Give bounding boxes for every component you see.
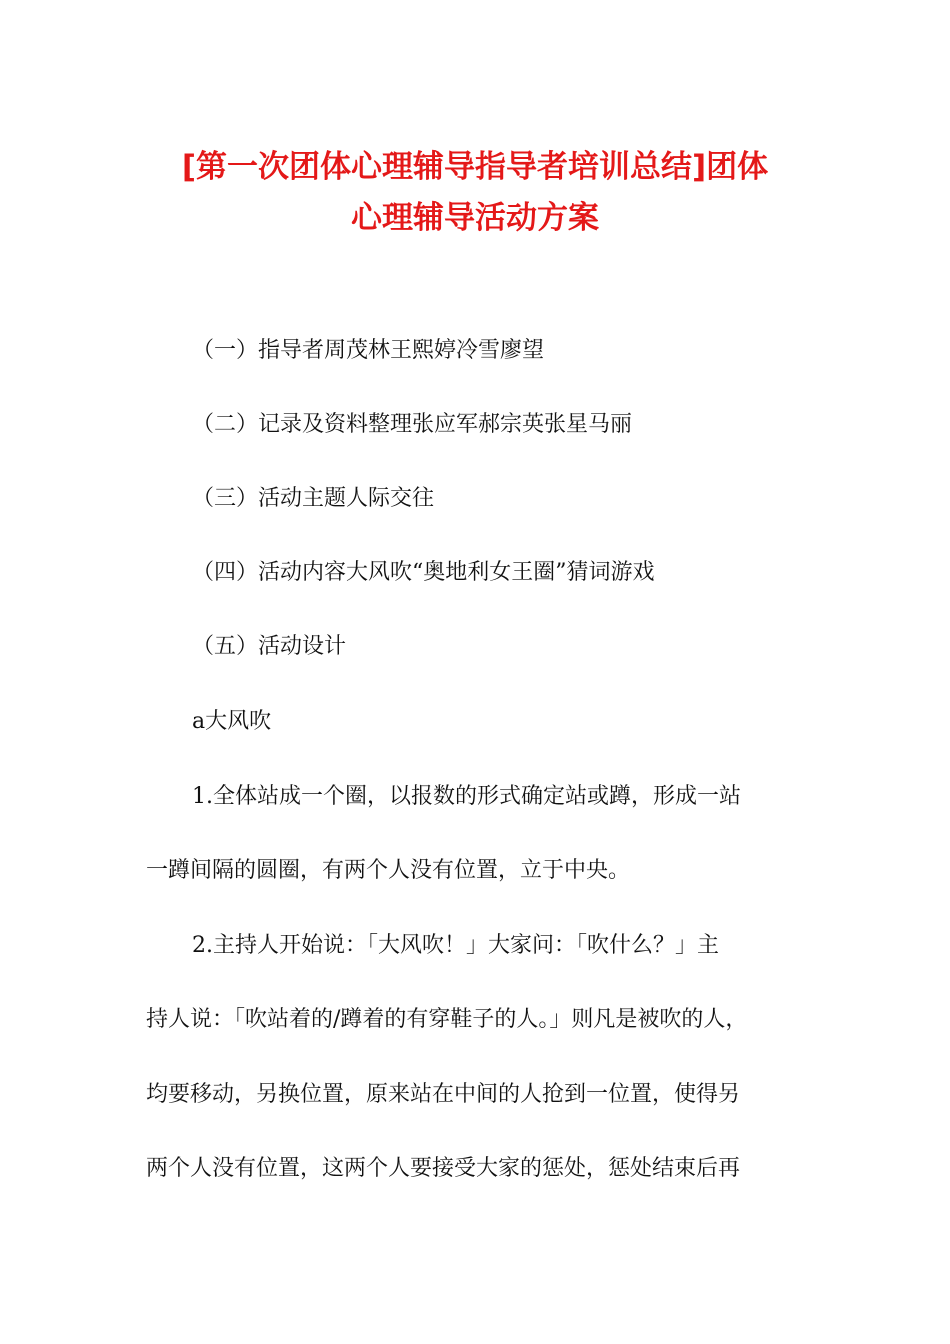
- paragraph-line: 持人说：「吹站着的/蹲着的有穿鞋子的人。」则凡是被吹的人，: [146, 1007, 748, 1032]
- section-4-text: （四）活动内容大风吹“奥地利女王圈”猜词游戏: [192, 560, 655, 585]
- section-2-text: （二）记录及资料整理张应军郝宗英张星马丽: [192, 412, 633, 437]
- document-title-line-2: 心理辅导活动方案: [351, 200, 599, 236]
- paragraph-line: 1.全体站成一个圈，以报数的形式确定站或蹲，形成一站: [192, 784, 741, 809]
- paragraph-line: 一蹲间隔的圆圈，有两个人没有位置，立于中央。: [146, 858, 631, 883]
- paragraph-line: 两个人没有位置，这两个人要接受大家的惩处，惩处结束后再: [146, 1156, 741, 1181]
- subsection-a-heading: a大风吹: [192, 709, 272, 734]
- paragraph-line: 均要移动，另换位置，原来站在中间的人抢到一位置，使得另: [146, 1082, 741, 1107]
- section-3-text: （三）活动主题人际交往: [192, 486, 435, 511]
- section-5-text: （五）活动设计: [192, 634, 347, 659]
- document-title-line-1: [第一次团体心理辅导指导者培训总结]团体: [181, 149, 769, 185]
- paragraph-line: 2.主持人开始说：「大风吹！」大家问：「吹什么？」主: [192, 933, 719, 958]
- section-1-text: （一）指导者周茂林王熙婷冷雪廖望: [192, 338, 545, 363]
